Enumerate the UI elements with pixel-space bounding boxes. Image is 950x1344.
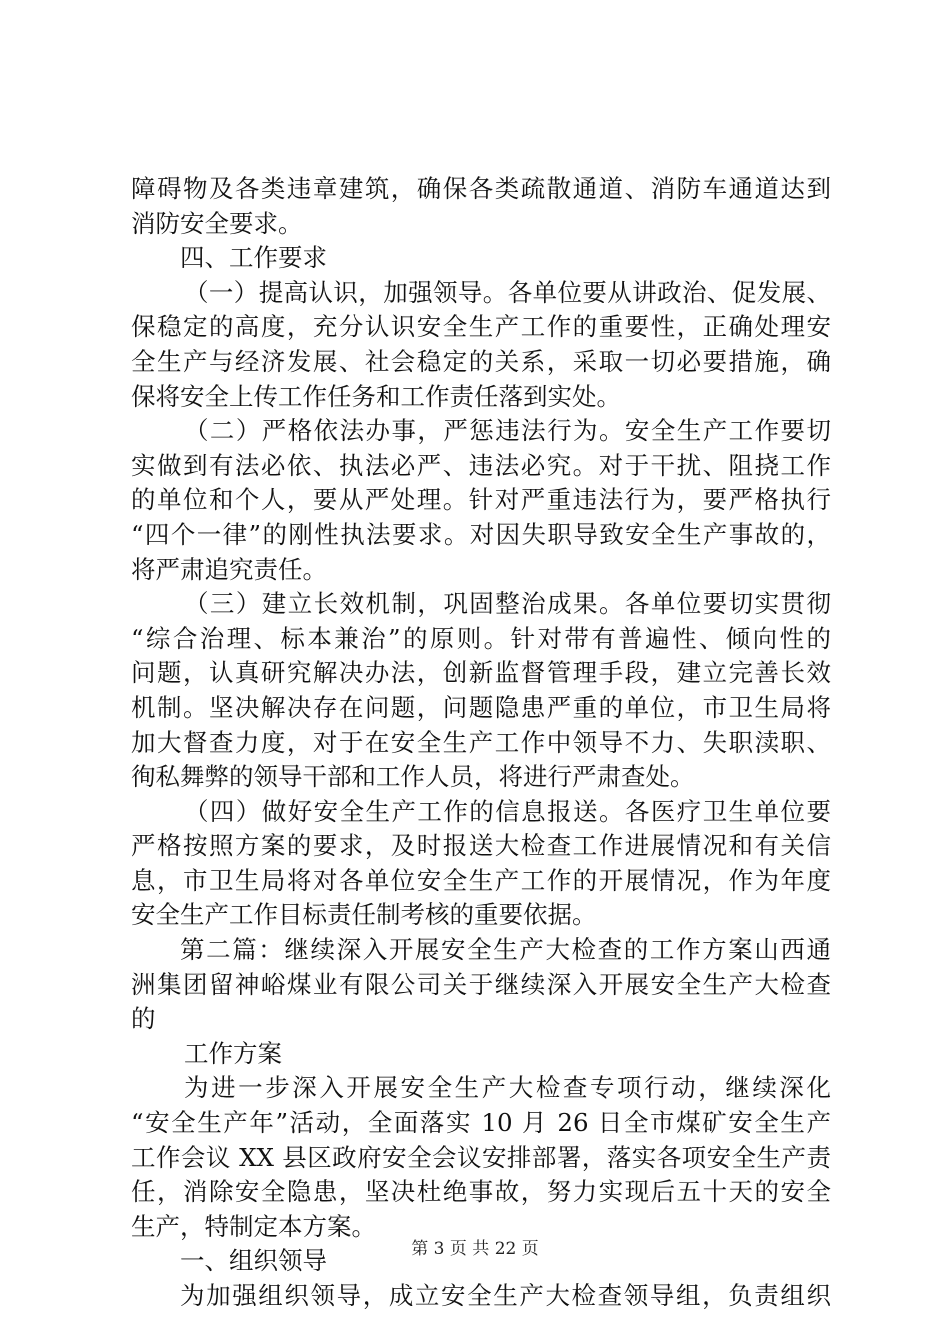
body-line: 安全生产工作目标责任制考核的重要依据。	[131, 900, 597, 930]
body-line: 生产，特制定本方案。	[131, 1211, 376, 1241]
body-line: 息，市卫生局将对各单位安全生产工作的开展情况，作为年度	[131, 865, 831, 895]
section-heading: 一、组织领导	[180, 1246, 327, 1276]
body-line: （一）提高认识，加强领导。各单位要从讲政治、促发展、	[184, 277, 831, 307]
body-line: 洲集团留神峪煤业有限公司关于继续深入开展安全生产大检查	[131, 969, 831, 999]
body-line: （三）建立长效机制，巩固整治成果。各单位要切实贯彻	[184, 589, 831, 619]
body-line: 机制。坚决解决存在问题，问题隐患严重的单位，市卫生局将	[131, 692, 831, 722]
body-line: 保稳定的高度，充分认识安全生产工作的重要性，正确处理安	[131, 312, 831, 342]
body-line: 保将安全上传工作任务和工作责任落到实处。	[131, 381, 621, 411]
body-line: 问题，认真研究解决办法，创新监督管理手段，建立完善长效	[131, 658, 831, 688]
body-line: 将严肃追究责任。	[131, 554, 327, 584]
body-line: （四）做好安全生产工作的信息报送。各医疗卫生单位要	[184, 796, 831, 826]
body-line: “安全生产年”活动，全面落实 10 月 26 日全市煤矿安全生产	[131, 1108, 831, 1138]
section-heading: 四、工作要求	[180, 243, 327, 273]
body-line: 加大督查力度，对于在安全生产工作中领导不力、失职渎职、	[131, 727, 831, 757]
body-line: 严格按照方案的要求，及时报送大检查工作进展情况和有关信	[131, 831, 831, 861]
page-footer: 第 3 页 共 22 页	[411, 1239, 539, 1259]
body-line: 障碍物及各类违章建筑，确保各类疏散通道、消防车通道达到	[131, 174, 831, 203]
body-line: 为加强组织领导，成立安全生产大检查领导组，负责组织	[180, 1281, 831, 1310]
body-line: 消防安全要求。	[131, 208, 303, 238]
body-line: 全生产与经济发展、社会稳定的关系，采取一切必要措施，确	[131, 346, 831, 376]
body-line: 徇私舞弊的领导干部和工作人员，将进行严肃查处。	[131, 762, 695, 792]
body-line: 任，消除安全隐患，坚决杜绝事故，努力实现后五十天的安全	[131, 1177, 831, 1207]
body-line: 为进一步深入开展安全生产大检查专项行动，继续深化	[184, 1073, 831, 1103]
body-line: 的	[131, 1004, 156, 1034]
document-body	[131, 172, 831, 1314]
body-line: （二）严格依法办事，严惩违法行为。安全生产工作要切	[184, 416, 831, 446]
body-line: “四个一律”的刚性执法要求。对因失职导致安全生产事故的，	[131, 519, 831, 549]
body-line: “综合治理、标本兼治”的原则。针对带有普遍性、倾向性的	[131, 623, 831, 653]
body-line: 工作会议 XX 县区政府安全会议安排部署，落实各项安全生产责	[131, 1142, 831, 1172]
body-line: 的单位和个人，要从严处理。针对严重违法行为，要严格执行	[131, 485, 831, 515]
section-heading: 工作方案	[184, 1038, 282, 1068]
body-line: 第二篇：继续深入开展安全生产大检查的工作方案山西通	[180, 935, 831, 965]
body-line: 实做到有法必依、执法必严、违法必究。对于干扰、阻挠工作	[131, 450, 831, 480]
